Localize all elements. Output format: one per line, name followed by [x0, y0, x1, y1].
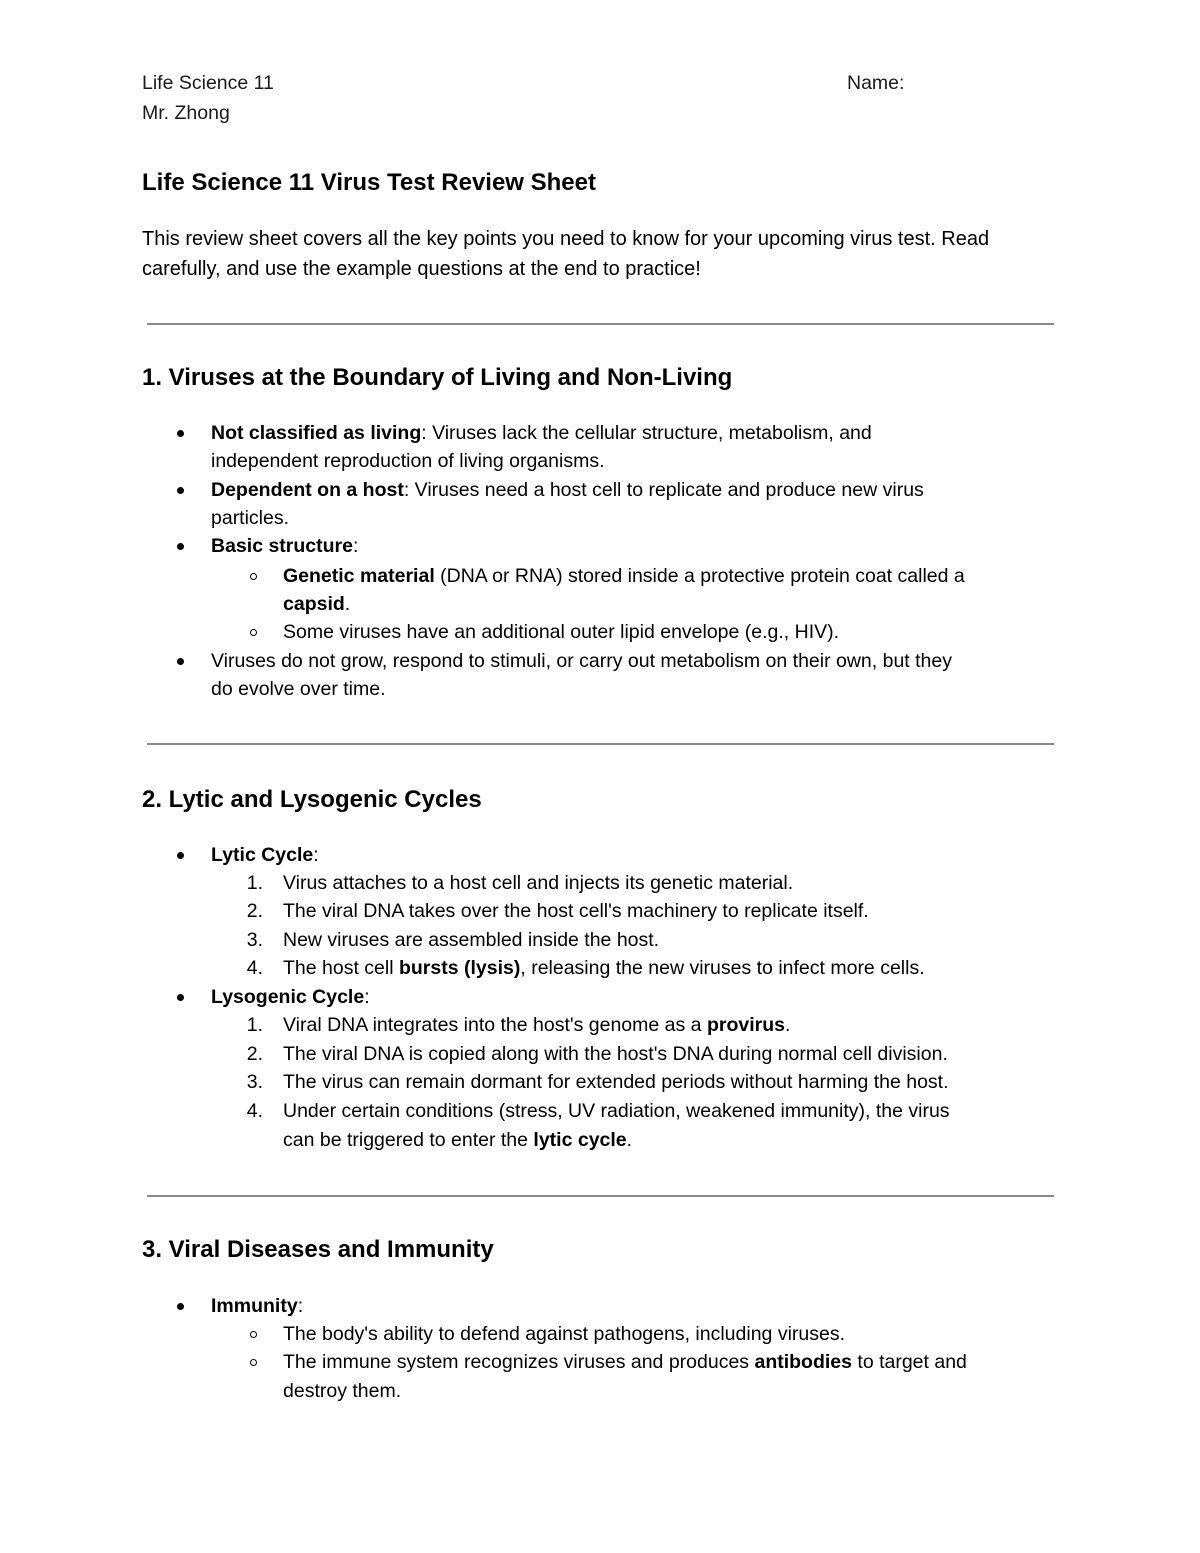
intro-line-1: This review sheet covers all the key points you need to know for your upcoming virus test. Read — [142, 228, 990, 250]
numbered-item: The viral DNA takes over the host cell's machinery to replicate itself. — [283, 900, 869, 922]
list-number: 1. — [246, 872, 263, 894]
document-title: Life Science 11 Virus Test Review Sheet — [142, 169, 596, 196]
list-number: 3. — [246, 1071, 263, 1093]
bullet-icon — [177, 994, 184, 1001]
horizontal-divider — [147, 323, 1054, 325]
bullet-icon — [177, 543, 184, 550]
numbered-item-continued: can be triggered to enter the lytic cycle. — [283, 1129, 633, 1151]
teacher-label: Mr. Zhong — [142, 102, 230, 124]
list-item-continued: do evolve over time. — [211, 678, 386, 700]
bullet-icon — [177, 430, 184, 437]
numbered-item: Virus attaches to a host cell and injects its genetic material. — [283, 872, 794, 894]
horizontal-divider — [147, 743, 1054, 745]
bullet-icon — [177, 487, 184, 494]
bullet-icon — [177, 658, 184, 665]
name-label: Name: — [847, 72, 905, 94]
sub-bullet-icon — [250, 573, 257, 580]
sub-list-item: The immune system recognizes viruses and produces antibodies to target and — [283, 1351, 967, 1373]
list-item: Viruses do not grow, respond to stimuli, or carry out metabolism on their own, but they — [211, 650, 952, 672]
numbered-item: The virus can remain dormant for extended periods without harming the host. — [283, 1071, 949, 1093]
list-item: Dependent on a host: Viruses need a host cell to replicate and produce new virus — [211, 479, 924, 501]
numbered-item: Viral DNA integrates into the host's genome as a provirus. — [283, 1014, 791, 1036]
list-item: Not classified as living: Viruses lack the cellular structure, metabolism, and — [211, 422, 872, 444]
list-number: 4. — [246, 1100, 263, 1122]
list-item: Basic structure: — [211, 535, 359, 557]
sub-bullet-icon — [250, 1359, 257, 1366]
list-item: Immunity: — [211, 1295, 304, 1317]
sub-bullet-icon — [250, 1331, 257, 1338]
section-heading-3: 3. Viral Diseases and Immunity — [142, 1236, 494, 1263]
list-item: Lytic Cycle: — [211, 844, 319, 866]
sub-list-item: Genetic material (DNA or RNA) stored inside a protective protein coat called a — [283, 565, 965, 587]
sub-bullet-icon — [250, 629, 257, 636]
sub-list-item-continued: capsid. — [283, 593, 351, 615]
numbered-item: New viruses are assembled inside the host. — [283, 929, 660, 951]
numbered-item: The viral DNA is copied along with the host's DNA during normal cell division. — [283, 1043, 948, 1065]
section-heading-2: 2. Lytic and Lysogenic Cycles — [142, 786, 482, 813]
section-heading-1: 1. Viruses at the Boundary of Living and Non-Living — [142, 364, 733, 391]
bullet-icon — [177, 1303, 184, 1310]
horizontal-divider — [147, 1195, 1054, 1197]
numbered-item: Under certain conditions (stress, UV radiation, weakened immunity), the virus — [283, 1100, 950, 1122]
sub-list-item: Some viruses have an additional outer lipid envelope (e.g., HIV). — [283, 621, 840, 643]
sub-list-item: The body's ability to defend against pathogens, including viruses. — [283, 1323, 845, 1345]
list-item-continued: independent reproduction of living organisms. — [211, 450, 605, 472]
list-number: 2. — [246, 900, 263, 922]
sub-list-item-continued: destroy them. — [283, 1380, 402, 1402]
bullet-icon — [177, 852, 184, 859]
numbered-item: The host cell bursts (lysis), releasing the new viruses to infect more cells. — [283, 957, 925, 979]
list-item-continued: particles. — [211, 507, 290, 529]
list-item: Lysogenic Cycle: — [211, 986, 370, 1008]
course-label: Life Science 11 — [142, 72, 274, 94]
intro-line-2: carefully, and use the example questions at the end to practice! — [142, 258, 701, 280]
list-number: 4. — [246, 957, 263, 979]
list-number: 3. — [246, 929, 263, 951]
list-number: 2. — [246, 1043, 263, 1065]
list-number: 1. — [246, 1014, 263, 1036]
